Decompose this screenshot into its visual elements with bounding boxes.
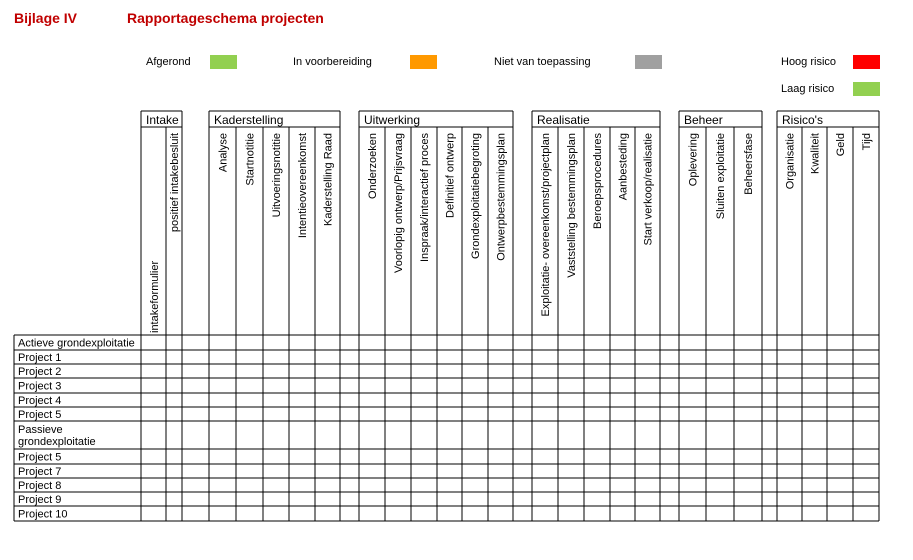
column-header-uitvoeringsnotitie: Uitvoeringsnotitie — [271, 133, 283, 218]
table-row-label — [18, 424, 96, 448]
row-label-text: Project 8 — [18, 480, 62, 492]
table-row-label — [18, 338, 135, 350]
column-header-start-verkoop-realisatie: Start verkoop/realisatie — [642, 133, 655, 246]
column-header-sluiten-exploitatie: Sluiten exploitatie — [715, 133, 727, 220]
column-header-startnotitie: Startnotitie — [244, 133, 257, 186]
row-label-text: Project 3 — [18, 380, 62, 393]
table-row-label — [18, 409, 61, 421]
row-label-text: Project 1 — [18, 352, 62, 364]
column-header-beheersfase: Beheersfase — [743, 133, 755, 195]
row-label-text: Project 2 — [18, 366, 62, 378]
section-header-realisatie: Realisatie — [537, 113, 590, 127]
column-header-geld: Geld — [835, 133, 847, 157]
table-row-label — [18, 452, 61, 464]
section-header-beheer: Beheer — [684, 113, 723, 127]
legend-label-hoog-risico: Hoog risico — [781, 56, 837, 68]
column-header-vaststelling-bestemmingsplan: Vaststelling bestemmingsplan — [566, 133, 578, 278]
column-header-aanbesteding: Aanbesteding — [617, 133, 630, 201]
column-header-inspraak-interactief-proces: Inspraak/interactief proces — [419, 133, 431, 263]
column-header-grondexploitatiebegroting: Grondexploitatiebegroting — [470, 133, 482, 259]
column-header-oplevering: Oplevering — [687, 133, 700, 187]
table-row-label — [18, 395, 61, 407]
legend-label-afgerond: Afgerond — [146, 56, 191, 68]
table-row-label — [18, 509, 68, 521]
section-header-uitwerking: Uitwerking — [364, 113, 421, 127]
table-row-label — [18, 466, 61, 478]
row-label-text: Project 10 — [18, 508, 68, 521]
column-header-voorlopig-ontwerp-prijsvraag: Voorlopig ontwerp/Prijsvraag — [393, 133, 405, 274]
column-header-tijd: Tijd — [861, 133, 873, 151]
table-row-label — [18, 352, 61, 364]
row-label-text: Project 4 — [18, 395, 62, 407]
section-header-risico-s: Risico's — [782, 113, 823, 127]
legend-label-laag-risico: Laag risico — [781, 83, 835, 95]
table-row-label — [18, 366, 61, 378]
table-row-label — [18, 494, 61, 506]
appendix-label: Bijlage IV — [14, 10, 78, 26]
column-header-ontwerpbestemmingsplan: Ontwerpbestemmingsplan — [495, 133, 508, 261]
column-header-kwaliteit: Kwaliteit — [809, 133, 822, 174]
column-header-positief-intakebesluit: positief intakebesluit — [169, 133, 181, 233]
row-label-text: Project 7 — [18, 466, 62, 478]
column-header-beroepsprocedures: Beroepsprocedures — [592, 133, 604, 230]
table-row-label — [18, 381, 61, 393]
row-label-text: Actieve grondexploitatie — [18, 337, 135, 350]
column-header-organisatie: Organisatie — [784, 133, 797, 190]
column-header-kaderstelling-raad: Kaderstelling Raad — [322, 133, 335, 226]
row-label-text: grondexploitatie — [18, 436, 96, 448]
column-header-exploitatie-overeenkomst-projectplan: Exploitatie- overeenkomst/projectplan — [540, 133, 552, 317]
column-header-intakeformulier: intakeformulier — [149, 260, 161, 333]
section-header-kaderstelling: Kaderstelling — [214, 113, 284, 127]
section-header-intake: Intake — [146, 113, 179, 127]
page-title: Rapportageschema projecten — [127, 10, 324, 26]
column-header-definitief-ontwerp: Definitief ontwerp — [444, 133, 457, 218]
column-header-intentieovereenkomst: Intentieovereenkomst — [297, 133, 309, 239]
row-label-text: Project 9 — [18, 494, 62, 506]
row-label-text: Project 5 — [18, 409, 62, 421]
legend-label-in-voorbereiding: In voorbereiding — [293, 56, 372, 68]
row-label-text: Project 5 — [18, 451, 62, 464]
legend-label-niet-van-toepassing: Niet van toepassing — [494, 56, 591, 68]
column-header-analyse: Analyse — [217, 133, 230, 173]
row-label-text: Passieve — [18, 424, 63, 436]
column-header-onderzoeken: Onderzoeken — [367, 133, 379, 200]
table-row-label — [18, 480, 61, 492]
